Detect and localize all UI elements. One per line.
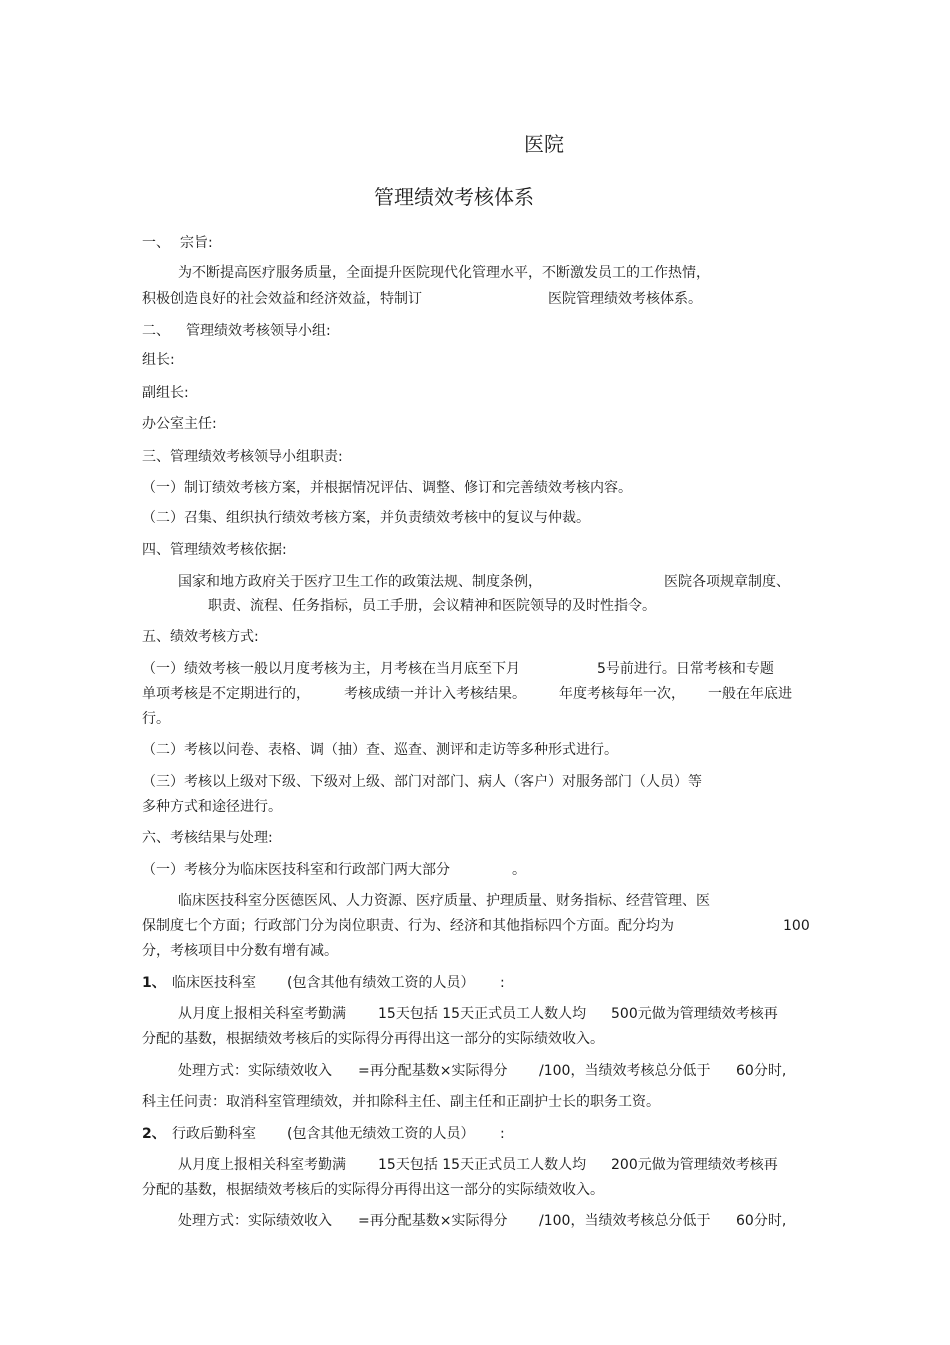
clinical-handling-line-1d: 60分时,: [736, 1063, 787, 1079]
clinical-paragraph-line-2: 分配的基数，根据绩效考核后的实际得分再得出这一部分的实际绩效收入。: [142, 1031, 604, 1047]
admin-handling-line-1d: 60分时,: [736, 1213, 787, 1229]
admin-paragraph-line-1a: 从月度上报相关科室考勤满: [178, 1157, 346, 1173]
section-6-paragraph-line-3: 分，考核项目中分数有增有减。: [142, 943, 338, 959]
admin-paragraph-line-1b: 15天包括 15天正式员工人数人均: [378, 1157, 587, 1173]
section-5-item-1-line-2c: 年度考核每年一次，: [559, 686, 685, 702]
admin-handling-line-1c: /100，当绩效考核总分低于: [539, 1213, 711, 1229]
clinical-heading-note: (包含其他有绩效工资的人员）: [287, 975, 475, 991]
clinical-handling-line-1a: 处理方式：实际绩效收入: [178, 1063, 332, 1079]
admin-heading-note: (包含其他无绩效工资的人员）: [287, 1126, 475, 1142]
section-5-item-1-line-1a: （一）绩效考核一般以月度考核为主，月考核在当月底至下月: [142, 661, 520, 677]
section-1-paragraph-line-2a: 积极创造良好的社会效益和经济效益，特制订: [142, 291, 422, 307]
section-6-paragraph-line-2b: 100: [783, 918, 810, 934]
admin-number: 2、: [142, 1126, 166, 1142]
clinical-paragraph-line-1c: 500元做为管理绩效考核再: [611, 1006, 778, 1022]
section-6-item-1a: （一）考核分为临床医技科室和行政部门两大部分: [142, 862, 450, 878]
clinical-number: 1、: [142, 975, 166, 991]
section-1-heading: 宗旨:: [180, 235, 213, 251]
section-4-heading: 四、管理绩效考核依据:: [142, 542, 287, 558]
admin-paragraph-line-1c: 200元做为管理绩效考核再: [611, 1157, 778, 1173]
section-5-item-2: （二）考核以问卷、表格、调（抽）查、巡查、测评和走访等多种形式进行。: [142, 742, 618, 758]
section-4-paragraph-line-1b: 医院各项规章制度、: [664, 574, 790, 590]
admin-handling-line-1a: 处理方式：实际绩效收入: [178, 1213, 332, 1229]
section-5-item-1-line-2d: 一般在年底进: [708, 686, 792, 702]
title-main: 管理绩效考核体系: [374, 185, 534, 209]
section-6-paragraph-line-1: 临床医技科室分医德医风、人力资源、医疗质量、护理质量、财务指标、经营管理、医: [178, 893, 710, 909]
section-5-item-3-line-1: （三）考核以上级对下级、下级对上级、部门对部门、病人（客户）对服务部门（人员）等: [142, 774, 702, 790]
group-leader-label: 组长:: [142, 352, 175, 368]
section-5-item-1-line-2a: 单项考核是不定期进行的，: [142, 686, 310, 702]
title-hospital: 医院: [524, 132, 564, 156]
section-5-heading: 五、绩效考核方式:: [142, 629, 259, 645]
deputy-leader-label: 副组长:: [142, 385, 189, 401]
section-4-paragraph-line-2: 职责、流程、任务指标，员工手册，会议精神和医院领导的及时性指令。: [208, 598, 656, 614]
admin-paragraph-line-2: 分配的基数，根据绩效考核后的实际得分再得出这一部分的实际绩效收入。: [142, 1182, 604, 1198]
section-4-paragraph-line-1a: 国家和地方政府关于医疗卫生工作的政策法规、制度条例，: [178, 574, 542, 590]
section-2-number: 二、: [142, 323, 170, 339]
clinical-handling-line-2: 科主任问责：取消科室管理绩效，并扣除科主任、副主任和正副护士长的职务工资。: [142, 1094, 660, 1110]
office-director-label: 办公室主任:: [142, 416, 217, 432]
section-6-paragraph-line-2a: 保制度七个方面；行政部门分为岗位职责、行为、经济和其他指标四个方面。配分均为: [142, 918, 674, 934]
admin-heading-colon: :: [500, 1126, 505, 1142]
section-5-item-1-line-1b: 5号前进行。日常考核和专题: [597, 661, 774, 677]
clinical-handling-line-1b: =再分配基数×实际得分: [358, 1063, 508, 1079]
clinical-heading-colon: :: [500, 975, 505, 991]
section-1-paragraph-line-2b: 医院管理绩效考核体系。: [548, 291, 702, 307]
section-2-heading: 管理绩效考核领导小组:: [186, 323, 331, 339]
section-5-item-3-line-2: 多种方式和途径进行。: [142, 799, 282, 815]
section-5-item-1-line-2b: 考核成绩一并计入考核结果。: [344, 686, 526, 702]
section-1-number: 一、: [142, 235, 170, 251]
clinical-paragraph-line-1a: 从月度上报相关科室考勤满: [178, 1006, 346, 1022]
section-1-paragraph-line-1: 为不断提高医疗服务质量，全面提升医院现代化管理水平，不断激发员工的工作热情，: [178, 265, 710, 281]
clinical-paragraph-line-1b: 15天包括 15天正式员工人数人均: [378, 1006, 587, 1022]
admin-heading: 行政后勤科室: [172, 1126, 256, 1142]
section-5-item-1-line-3: 行。: [142, 711, 170, 727]
clinical-heading: 临床医技科室: [172, 975, 256, 991]
clinical-handling-line-1c: /100，当绩效考核总分低于: [539, 1063, 711, 1079]
section-3-item-1: （一）制订绩效考核方案，并根据情况评估、调整、修订和完善绩效考核内容。: [142, 480, 632, 496]
section-3-item-2: （二）召集、组织执行绩效考核方案，并负责绩效考核中的复议与仲裁。: [142, 510, 590, 526]
section-6-heading: 六、考核结果与处理:: [142, 830, 273, 846]
section-6-item-1b: 。: [512, 862, 526, 878]
admin-handling-line-1b: =再分配基数×实际得分: [358, 1213, 508, 1229]
section-3-heading: 三、管理绩效考核领导小组职责:: [142, 449, 343, 465]
